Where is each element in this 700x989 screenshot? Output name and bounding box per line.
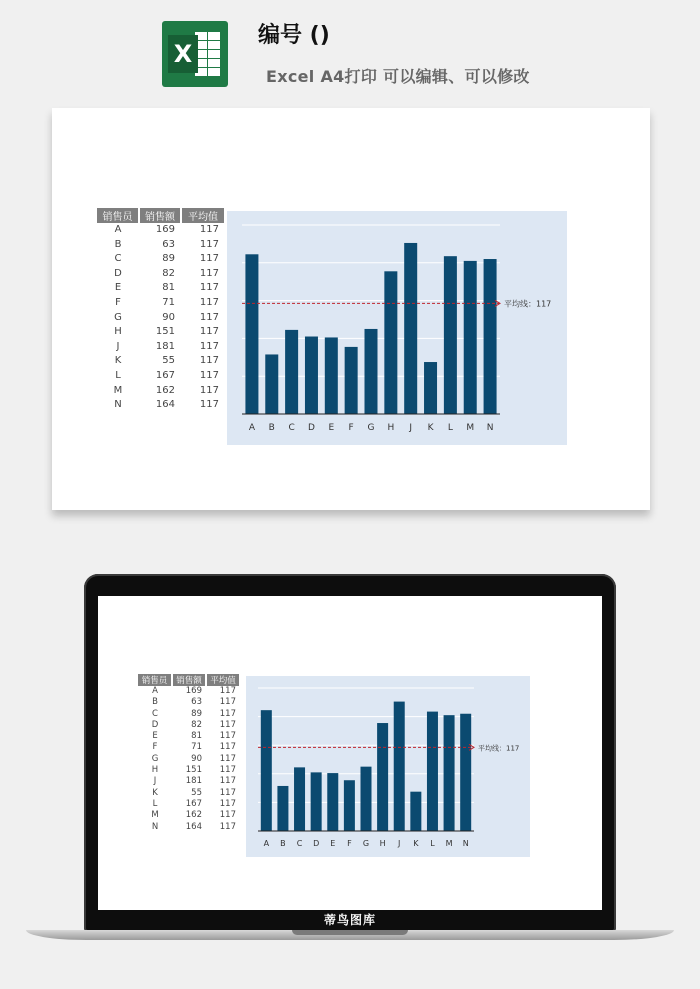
table-row [97, 354, 225, 369]
bar-F [345, 347, 358, 414]
x-tick-label: M [466, 423, 475, 433]
table-cell: 117 [219, 821, 236, 832]
x-tick-label: N [462, 839, 469, 848]
bar-K [410, 792, 421, 831]
table-cell: C [114, 253, 122, 265]
table-cell: 117 [219, 753, 236, 764]
x-tick-label: E [330, 839, 336, 848]
bar-L [427, 712, 438, 831]
sales-bar-chart-small [246, 676, 530, 857]
table-cell: 117 [199, 355, 219, 367]
table-row [138, 686, 240, 697]
table-header-cell: 销售员 [97, 208, 139, 223]
laptop-brand-label: 蒂鸟图库 [323, 913, 376, 927]
table-cell: 151 [155, 326, 175, 338]
x-tick-label: K [413, 839, 419, 848]
table-row [138, 788, 240, 799]
table-cell: 117 [199, 282, 219, 294]
table-cell: 81 [162, 282, 175, 294]
table-cell: 117 [219, 742, 236, 753]
x-tick-label: K [427, 423, 434, 433]
sales-table [97, 208, 226, 413]
table-cell: 164 [185, 821, 202, 832]
table-cell: J [116, 340, 120, 352]
table-cell: 169 [185, 686, 202, 696]
x-tick-label: A [248, 423, 256, 433]
bar-M [444, 715, 455, 831]
table-cell: 71 [162, 296, 175, 308]
table-cell: 90 [162, 311, 175, 323]
x-tick-label: E [328, 423, 335, 433]
x-tick-label: J [398, 839, 401, 848]
x-tick-label: H [387, 423, 395, 433]
table-cell: 117 [219, 810, 236, 821]
table-cell: 169 [155, 224, 175, 235]
x-tick-label: J [409, 423, 413, 433]
table-row [138, 822, 240, 833]
bar-H [384, 271, 397, 414]
table-cell: 82 [191, 719, 202, 730]
bar-N [460, 714, 471, 831]
table-cell: 117 [199, 384, 219, 396]
table-cell: 117 [199, 253, 219, 265]
bar-C [285, 330, 298, 414]
table-cell: G [151, 753, 159, 764]
table-cell: L [152, 798, 158, 809]
excel-icon [162, 21, 228, 87]
table-cell: 151 [185, 765, 202, 776]
table-header-cell: 销售额 [172, 674, 206, 686]
laptop-screen [98, 596, 602, 910]
average-line-label: 平均线：117 [504, 299, 552, 309]
x-tick-label: G [367, 423, 375, 433]
table-cell: 162 [185, 810, 202, 821]
table-cell: 117 [219, 787, 236, 798]
table-row [138, 810, 240, 821]
table-cell: 162 [155, 384, 175, 396]
bar-G [365, 329, 378, 414]
table-cell: 117 [199, 267, 219, 279]
table-cell: L [115, 369, 121, 381]
table-row [97, 340, 225, 355]
x-tick-label: D [307, 423, 315, 433]
bar-D [305, 337, 318, 414]
table-cell: 117 [219, 708, 236, 719]
table-cell: 71 [191, 742, 202, 753]
table-cell: A [152, 686, 158, 696]
table-cell: 89 [162, 253, 175, 265]
bar-F [344, 780, 355, 831]
bar-B [277, 786, 288, 831]
x-tick-label: H [379, 839, 386, 848]
spreadsheet-grid-icon [195, 32, 221, 76]
table-row [97, 223, 225, 238]
bar-B [265, 354, 278, 414]
bar-G [361, 767, 372, 831]
table-header-cell: 销售额 [139, 208, 181, 223]
bar-C [294, 767, 305, 831]
table-cell: M [113, 384, 123, 396]
table-row [97, 267, 225, 282]
bar-J [394, 702, 405, 831]
x-tick-label: M [445, 839, 453, 848]
table-cell: C [152, 708, 158, 719]
bar-A [261, 710, 272, 831]
table-cell: H [114, 326, 122, 338]
table-cell: 55 [162, 355, 175, 367]
table-cell: 89 [191, 708, 202, 719]
table-cell: 164 [155, 399, 175, 411]
table-row [97, 384, 225, 399]
x-tick-label: L [430, 839, 435, 848]
table-cell: 117 [199, 224, 219, 235]
table-cell: 117 [199, 296, 219, 308]
table-cell: K [114, 355, 122, 367]
table-cell: J [153, 776, 157, 787]
bar-K [424, 362, 437, 414]
table-cell: 63 [162, 238, 175, 250]
table-cell: A [114, 224, 122, 235]
table-header-cell: 平均值 [181, 208, 225, 223]
table-cell: N [114, 399, 122, 411]
table-cell: 117 [199, 340, 219, 352]
table-cell: 117 [199, 238, 219, 250]
x-tick-label: A [263, 839, 270, 848]
table-row [138, 720, 240, 731]
table-cell: 117 [219, 798, 236, 809]
table-cell: E [152, 731, 158, 742]
table-row [138, 731, 240, 742]
bar-N [484, 259, 497, 414]
table-cell: 117 [199, 369, 219, 381]
table-row [138, 799, 240, 810]
table-cell: 55 [191, 787, 202, 798]
x-tick-label: B [280, 839, 286, 848]
table-cell: G [114, 311, 122, 323]
table-cell: 117 [199, 399, 219, 411]
table-cell: 117 [219, 697, 236, 708]
table-cell: B [152, 697, 158, 708]
table-cell: 167 [155, 369, 175, 381]
table-header-cell: 销售员 [138, 674, 172, 686]
x-tick-label: B [268, 423, 275, 433]
table-row [138, 697, 240, 708]
bar-E [325, 337, 338, 414]
table-cell: 117 [219, 765, 236, 776]
table-cell: 90 [191, 753, 202, 764]
x-tick-label: C [288, 423, 295, 433]
x-tick-label: C [296, 839, 303, 848]
bar-D [311, 772, 322, 831]
sales-bar-chart [227, 211, 567, 445]
x-tick-label: D [313, 839, 320, 848]
table-cell: 82 [162, 267, 175, 279]
table-cell: D [114, 267, 122, 279]
table-cell: F [152, 742, 158, 753]
table-cell: M [151, 810, 159, 821]
spreadsheet-preview [52, 108, 650, 510]
bar-J [404, 243, 417, 414]
bar-A [245, 254, 258, 414]
table-row [97, 369, 225, 384]
table-header-cell: 平均值 [206, 674, 240, 686]
table-cell: N [151, 821, 159, 832]
table-row [97, 252, 225, 267]
table-row [97, 296, 225, 311]
bar-L [444, 256, 457, 414]
x-tick-label: F [348, 423, 354, 433]
table-cell: 117 [219, 731, 236, 742]
bar-E [327, 773, 338, 831]
average-line-label: 平均线：117 [478, 744, 520, 753]
table-cell: B [114, 238, 122, 250]
table-cell: K [152, 787, 158, 798]
table-cell: F [115, 296, 121, 308]
excel-x-icon: X [168, 35, 198, 73]
table-cell: E [114, 282, 122, 294]
x-tick-label: F [347, 839, 352, 848]
table-cell: 167 [185, 798, 202, 809]
table-row [97, 325, 225, 340]
table-row [97, 238, 225, 253]
table-cell: 117 [219, 719, 236, 730]
table-cell: 117 [219, 776, 236, 787]
table-cell: 63 [191, 697, 202, 708]
table-row [97, 398, 225, 413]
table-cell: 117 [199, 326, 219, 338]
laptop-hinge-notch [292, 930, 408, 935]
table-row [138, 754, 240, 765]
x-tick-label: G [362, 839, 370, 848]
table-row [138, 765, 240, 776]
x-tick-label: L [447, 423, 453, 433]
table-row [97, 281, 225, 296]
table-cell: 181 [155, 340, 175, 352]
bar-M [464, 261, 477, 414]
table-cell: 81 [191, 731, 202, 742]
table-row [138, 709, 240, 720]
table-row [138, 776, 240, 787]
table-row [97, 311, 225, 326]
table-cell: 117 [199, 311, 219, 323]
page-title: 编号 () [258, 23, 330, 48]
table-cell: 181 [185, 776, 202, 787]
sales-table-small [138, 674, 241, 833]
table-cell: H [151, 765, 159, 776]
page-subtitle: Excel A4打印 可以编辑、可以修改 [266, 67, 530, 86]
x-tick-label: N [486, 423, 494, 433]
table-row [138, 742, 240, 753]
table-cell: D [151, 719, 159, 730]
table-cell: 117 [219, 686, 236, 696]
bar-H [377, 723, 388, 831]
